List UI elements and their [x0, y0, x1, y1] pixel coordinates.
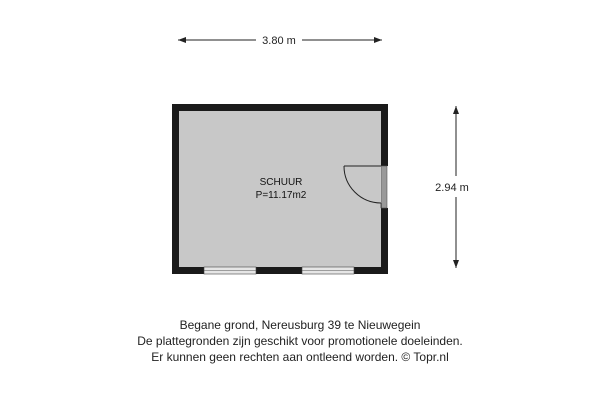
room-schuur [172, 104, 389, 274]
arrow-down-icon [453, 260, 459, 268]
caption-line-2: De plattegronden zijn geschikt voor promotionele doeleinden. [137, 334, 463, 348]
window-right [302, 267, 354, 274]
arrow-right-icon [374, 37, 382, 43]
arrow-left-icon [178, 37, 186, 43]
door-frame [381, 166, 387, 208]
arrow-up-icon [453, 106, 459, 114]
depth-label: 2.94 m [435, 182, 469, 194]
room-area: P=11.17m2 [255, 190, 307, 201]
width-dimension [178, 35, 382, 47]
window-left [204, 267, 256, 274]
room-name: SCHUUR [259, 177, 303, 188]
caption-line-1: Begane grond, Nereusburg 39 te Nieuwegein [179, 318, 421, 332]
caption-line-3: Er kunnen geen rechten aan ontleend worden. © Topr.nl [151, 350, 449, 364]
floor-area [179, 111, 381, 267]
caption [0, 317, 600, 365]
depth-dimension [435, 106, 469, 268]
width-label: 3.80 m [262, 35, 296, 47]
